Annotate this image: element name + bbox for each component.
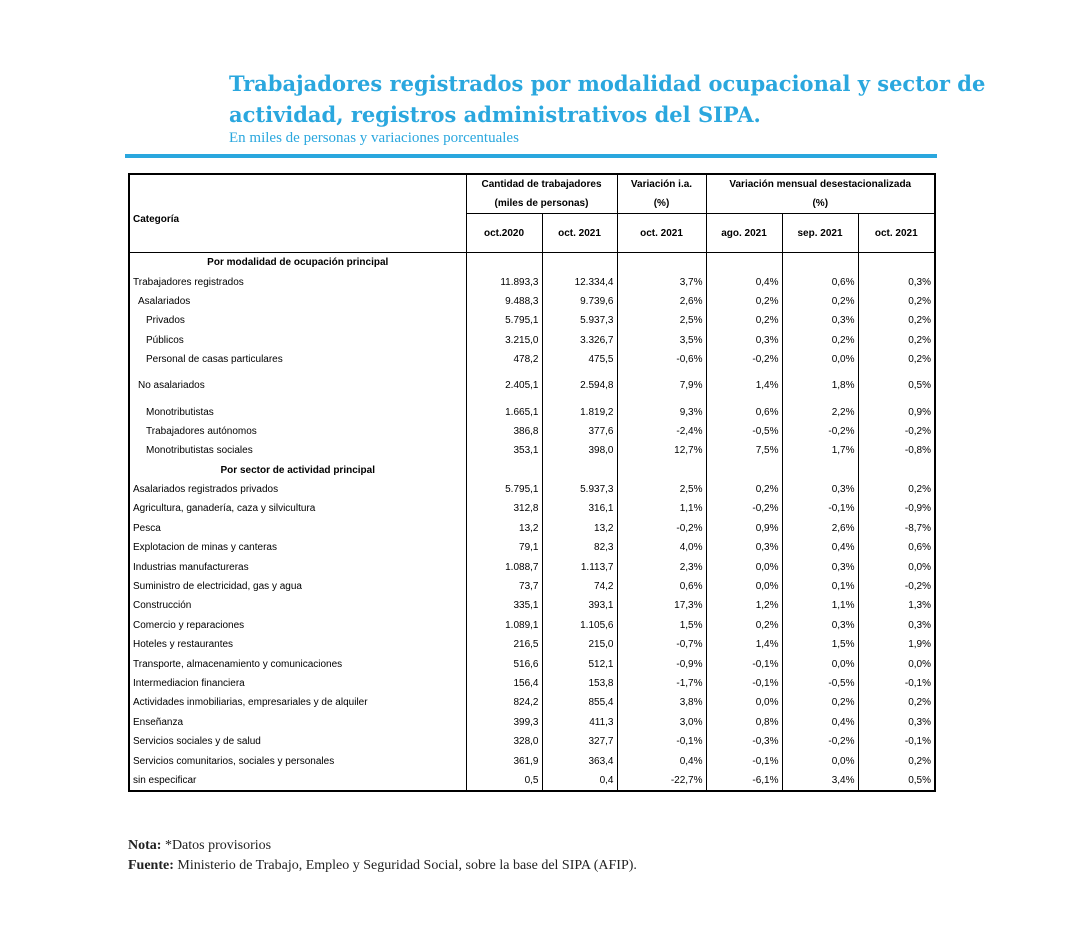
cell-value: 377,6 xyxy=(542,422,617,441)
row-label: Pesca xyxy=(133,522,161,534)
note-line xyxy=(128,836,637,856)
table-row xyxy=(129,272,935,291)
row-label: Asalariados registrados privados xyxy=(133,484,279,496)
table-row xyxy=(129,616,935,635)
table-header xyxy=(129,174,935,253)
table-row xyxy=(129,693,935,712)
cell-value: -0,1% xyxy=(782,499,858,518)
cell-value: 4,0% xyxy=(617,538,706,557)
cell-value: 0,3% xyxy=(858,713,935,732)
cell-value: 0,2% xyxy=(858,350,935,369)
cell-value: -0,1% xyxy=(858,674,935,693)
cell-value: 1,5% xyxy=(782,635,858,654)
cell-value: 216,5 xyxy=(466,635,542,654)
group-header-variacion-ia: Variación i.a. xyxy=(617,174,706,194)
cell-value: 0,0% xyxy=(782,751,858,770)
cell-value: 1,9% xyxy=(858,635,935,654)
empty-cell xyxy=(542,461,617,480)
row-label: Monotributistas xyxy=(146,406,214,418)
row-label: Trabajadores autónomos xyxy=(146,425,257,437)
section-heading: Por modalidad de ocupación principal xyxy=(207,257,389,269)
cell-value: 0,2% xyxy=(782,331,858,350)
table-row xyxy=(129,331,935,350)
cell-value: 0,6% xyxy=(782,272,858,291)
cell-value: 512,1 xyxy=(542,654,617,673)
cell-value: 1,8% xyxy=(782,369,858,402)
cell-value: 0,3% xyxy=(782,616,858,635)
cell-value: -0,2% xyxy=(617,519,706,538)
source-text: Ministerio de Trabajo, Empleo y Seguridad Social, sobre la base del SIPA (AFIP). xyxy=(173,858,637,873)
cell-value: -0,3% xyxy=(706,732,782,751)
cell-value: 153,8 xyxy=(542,674,617,693)
row-label: Transporte, almacenamiento y comunicaciones xyxy=(133,658,343,670)
cell-value: 3.326,7 xyxy=(542,331,617,350)
cell-value: 7,5% xyxy=(706,441,782,460)
column-header: ago. 2021 xyxy=(706,214,782,253)
cell-value: 0,5 xyxy=(466,771,542,791)
cell-value: -1,7% xyxy=(617,674,706,693)
empty-cell xyxy=(466,461,542,480)
cell-value: 3,0% xyxy=(617,713,706,732)
cell-value: 0,0% xyxy=(782,350,858,369)
cell-value: -2,4% xyxy=(617,422,706,441)
cell-value: 1,4% xyxy=(706,635,782,654)
note-text: *Datos provisorios xyxy=(161,838,272,853)
cell-value: 9.739,6 xyxy=(542,292,617,311)
cell-value: 5.795,1 xyxy=(466,311,542,330)
cell-value: 1,2% xyxy=(706,596,782,615)
data-table xyxy=(128,173,936,792)
table-row xyxy=(129,292,935,311)
cell-value: 2.405,1 xyxy=(466,369,542,402)
cell-value: -0,2% xyxy=(782,732,858,751)
table-row xyxy=(129,422,935,441)
row-label: Hoteles y restaurantes xyxy=(133,639,234,651)
page-title: Trabajadores registrados por modalidad ocupacional y sector de actividad, registros administrativos del SIPA. xyxy=(229,71,986,127)
cell-value: 0,2% xyxy=(858,292,935,311)
cell-value: -0,1% xyxy=(706,751,782,770)
cell-value: 2,5% xyxy=(617,311,706,330)
table-row xyxy=(129,480,935,499)
table-row xyxy=(129,538,935,557)
row-label: Privados xyxy=(146,315,185,327)
cell-value: 353,1 xyxy=(466,441,542,460)
source-line xyxy=(128,856,637,876)
cell-value: 2,3% xyxy=(617,557,706,576)
cell-value: 0,2% xyxy=(706,292,782,311)
cell-value: 0,3% xyxy=(706,538,782,557)
row-label: Públicos xyxy=(146,334,184,346)
cell-value: -0,2% xyxy=(782,422,858,441)
cell-value: 12.334,4 xyxy=(542,272,617,291)
cell-value: 1,5% xyxy=(617,616,706,635)
cell-value: 328,0 xyxy=(466,732,542,751)
cell-value: -0,5% xyxy=(706,422,782,441)
cell-value: 13,2 xyxy=(542,519,617,538)
cell-value: 1,1% xyxy=(617,499,706,518)
cell-value: 0,2% xyxy=(858,480,935,499)
cell-value: 855,4 xyxy=(542,693,617,712)
cell-value: 386,8 xyxy=(466,422,542,441)
cell-value: 824,2 xyxy=(466,693,542,712)
cell-value: 0,2% xyxy=(858,331,935,350)
cell-value: -0,5% xyxy=(782,674,858,693)
cell-value: 0,0% xyxy=(782,654,858,673)
row-label: Construcción xyxy=(133,600,192,612)
row-label: No asalariados xyxy=(138,380,205,392)
category-header: Categoría xyxy=(129,174,466,253)
cell-value: 335,1 xyxy=(466,596,542,615)
table-row xyxy=(129,369,935,402)
row-label: Servicios sociales y de salud xyxy=(133,736,261,748)
cell-value: 316,1 xyxy=(542,499,617,518)
table-row xyxy=(129,713,935,732)
cell-value: -0,2% xyxy=(706,499,782,518)
row-label: Monotributistas sociales xyxy=(146,445,253,457)
cell-value: -0,2% xyxy=(706,350,782,369)
cell-value: 0,3% xyxy=(782,311,858,330)
cell-value: 2,6% xyxy=(782,519,858,538)
cell-value: 1.113,7 xyxy=(542,557,617,576)
cell-value: 0,5% xyxy=(858,771,935,791)
group-header-cantidad: Cantidad de trabajadores xyxy=(466,174,617,194)
cell-value: 399,3 xyxy=(466,713,542,732)
column-header: oct. 2021 xyxy=(542,214,617,253)
cell-value: 0,0% xyxy=(858,557,935,576)
empty-cell xyxy=(782,461,858,480)
cell-value: 0,1% xyxy=(782,577,858,596)
section-row xyxy=(129,461,935,480)
cell-value: 9.488,3 xyxy=(466,292,542,311)
cell-value: 2.594,8 xyxy=(542,369,617,402)
cell-value: 0,9% xyxy=(858,402,935,421)
row-label: Agricultura, ganadería, caza y silvicultura xyxy=(133,503,316,515)
column-header: oct. 2021 xyxy=(617,214,706,253)
cell-value: 9,3% xyxy=(617,402,706,421)
cell-value: -0,1% xyxy=(858,732,935,751)
table-row xyxy=(129,441,935,460)
cell-value: -0,9% xyxy=(858,499,935,518)
cell-value: 11.893,3 xyxy=(466,272,542,291)
cell-value: 215,0 xyxy=(542,635,617,654)
cell-value: 0,2% xyxy=(706,480,782,499)
cell-value: 475,5 xyxy=(542,350,617,369)
table-body xyxy=(129,253,935,792)
cell-value: 1,4% xyxy=(706,369,782,402)
cell-value: 0,2% xyxy=(782,292,858,311)
cell-value: 3,7% xyxy=(617,272,706,291)
cell-value: -6,1% xyxy=(706,771,782,791)
table-row xyxy=(129,751,935,770)
cell-value: 3,5% xyxy=(617,331,706,350)
row-label: Servicios comunitarios, sociales y personales xyxy=(133,755,335,767)
cell-value: 0,0% xyxy=(858,654,935,673)
column-header: oct. 2021 xyxy=(858,214,935,253)
cell-value: 2,6% xyxy=(617,292,706,311)
cell-value: 0,2% xyxy=(858,751,935,770)
cell-value: 79,1 xyxy=(466,538,542,557)
cell-value: 1.088,7 xyxy=(466,557,542,576)
table-row xyxy=(129,596,935,615)
cell-value: 1,7% xyxy=(782,441,858,460)
section-row xyxy=(129,253,935,273)
cell-value: 363,4 xyxy=(542,751,617,770)
group-header-variacion-mensual: Variación mensual desestacionalizada xyxy=(706,174,935,194)
row-label: Actividades inmobiliarias, empresariales y de alquiler xyxy=(133,697,368,709)
group-subheader-variacion-mensual: (%) xyxy=(706,194,935,214)
column-header: sep. 2021 xyxy=(782,214,858,253)
cell-value: 73,7 xyxy=(466,577,542,596)
cell-value: 0,2% xyxy=(706,311,782,330)
cell-value: -0,7% xyxy=(617,635,706,654)
cell-value: 0,4% xyxy=(706,272,782,291)
cell-value: 0,4% xyxy=(617,751,706,770)
row-label: Enseñanza xyxy=(133,716,184,728)
table-row xyxy=(129,732,935,751)
cell-value: -0,1% xyxy=(706,654,782,673)
cell-value: 1.819,2 xyxy=(542,402,617,421)
cell-value: 13,2 xyxy=(466,519,542,538)
cell-value: 0,4% xyxy=(782,538,858,557)
column-header: oct.2020 xyxy=(466,214,542,253)
cell-value: 411,3 xyxy=(542,713,617,732)
cell-value: 0,2% xyxy=(782,693,858,712)
cell-value: 5.937,3 xyxy=(542,480,617,499)
cell-value: 12,7% xyxy=(617,441,706,460)
cell-value: -0,6% xyxy=(617,350,706,369)
page-subtitle: En miles de personas y variaciones porcentuales xyxy=(229,130,519,146)
cell-value: -0,1% xyxy=(617,732,706,751)
cell-value: -22,7% xyxy=(617,771,706,791)
cell-value: 398,0 xyxy=(542,441,617,460)
cell-value: 0,2% xyxy=(706,616,782,635)
cell-value: 82,3 xyxy=(542,538,617,557)
cell-value: -0,9% xyxy=(617,654,706,673)
table-row xyxy=(129,311,935,330)
cell-value: -8,7% xyxy=(858,519,935,538)
cell-value: -0,1% xyxy=(706,674,782,693)
group-subheader-variacion-ia: (%) xyxy=(617,194,706,214)
cell-value: 0,3% xyxy=(706,331,782,350)
group-subheader-cantidad: (miles de personas) xyxy=(466,194,617,214)
cell-value: -0,2% xyxy=(858,577,935,596)
table-row xyxy=(129,771,935,791)
footnotes xyxy=(128,836,637,876)
cell-value: 1,1% xyxy=(782,596,858,615)
cell-value: 74,2 xyxy=(542,577,617,596)
row-label: Comercio y reparaciones xyxy=(133,619,245,631)
cell-value: 478,2 xyxy=(466,350,542,369)
cell-value: 0,4% xyxy=(782,713,858,732)
empty-cell xyxy=(617,461,706,480)
cell-value: 0,0% xyxy=(706,693,782,712)
cell-value: 5.795,1 xyxy=(466,480,542,499)
row-label: Trabajadores registrados xyxy=(133,276,244,288)
row-label: Explotacion de minas y canteras xyxy=(133,542,277,554)
cell-value: 516,6 xyxy=(466,654,542,673)
cell-value: 0,5% xyxy=(858,369,935,402)
table-row xyxy=(129,577,935,596)
cell-value: 361,9 xyxy=(466,751,542,770)
cell-value: 1.665,1 xyxy=(466,402,542,421)
table-row xyxy=(129,654,935,673)
empty-cell xyxy=(706,461,782,480)
cell-value: 312,8 xyxy=(466,499,542,518)
row-label: Industrias manufactureras xyxy=(133,561,249,573)
cell-value: 0,3% xyxy=(782,557,858,576)
cell-value: 0,6% xyxy=(617,577,706,596)
cell-value: 0,0% xyxy=(706,577,782,596)
table-row xyxy=(129,519,935,538)
cell-value: 0,3% xyxy=(858,272,935,291)
cell-value: -0,8% xyxy=(858,441,935,460)
table-row xyxy=(129,499,935,518)
cell-value: 3,4% xyxy=(782,771,858,791)
cell-value: -0,2% xyxy=(858,422,935,441)
table-row xyxy=(129,674,935,693)
cell-value: 0,4 xyxy=(542,771,617,791)
cell-value: 7,9% xyxy=(617,369,706,402)
table-row xyxy=(129,557,935,576)
cell-value: 0,2% xyxy=(858,311,935,330)
cell-value: 1,3% xyxy=(858,596,935,615)
section-heading: Por sector de actividad principal xyxy=(220,464,375,476)
cell-value: 3.215,0 xyxy=(466,331,542,350)
cell-value: 0,3% xyxy=(782,480,858,499)
cell-value: 327,7 xyxy=(542,732,617,751)
cell-value: 17,3% xyxy=(617,596,706,615)
row-label: sin especificar xyxy=(133,774,197,786)
cell-value: 1.089,1 xyxy=(466,616,542,635)
empty-cell xyxy=(858,461,935,480)
cell-value: 0,6% xyxy=(706,402,782,421)
note-label: Nota: xyxy=(128,838,162,853)
cell-value: 0,2% xyxy=(858,693,935,712)
cell-value: 2,2% xyxy=(782,402,858,421)
table-row xyxy=(129,635,935,654)
cell-value: 3,8% xyxy=(617,693,706,712)
cell-value: 156,4 xyxy=(466,674,542,693)
row-label: Personal de casas particulares xyxy=(146,354,283,366)
row-label: Suministro de electricidad, gas y agua xyxy=(133,581,302,593)
cell-value: 0,6% xyxy=(858,538,935,557)
cell-value: 0,0% xyxy=(706,557,782,576)
row-label: Asalariados xyxy=(138,295,191,307)
cell-value: 0,3% xyxy=(858,616,935,635)
title-divider xyxy=(125,154,937,158)
table-row xyxy=(129,350,935,369)
table-row xyxy=(129,402,935,421)
cell-value: 0,9% xyxy=(706,519,782,538)
cell-value: 0,8% xyxy=(706,713,782,732)
cell-value: 393,1 xyxy=(542,596,617,615)
cell-value: 5.937,3 xyxy=(542,311,617,330)
cell-value: 1.105,6 xyxy=(542,616,617,635)
cell-value: 2,5% xyxy=(617,480,706,499)
source-label: Fuente: xyxy=(128,858,174,873)
row-label: Intermediacion financiera xyxy=(133,678,245,689)
